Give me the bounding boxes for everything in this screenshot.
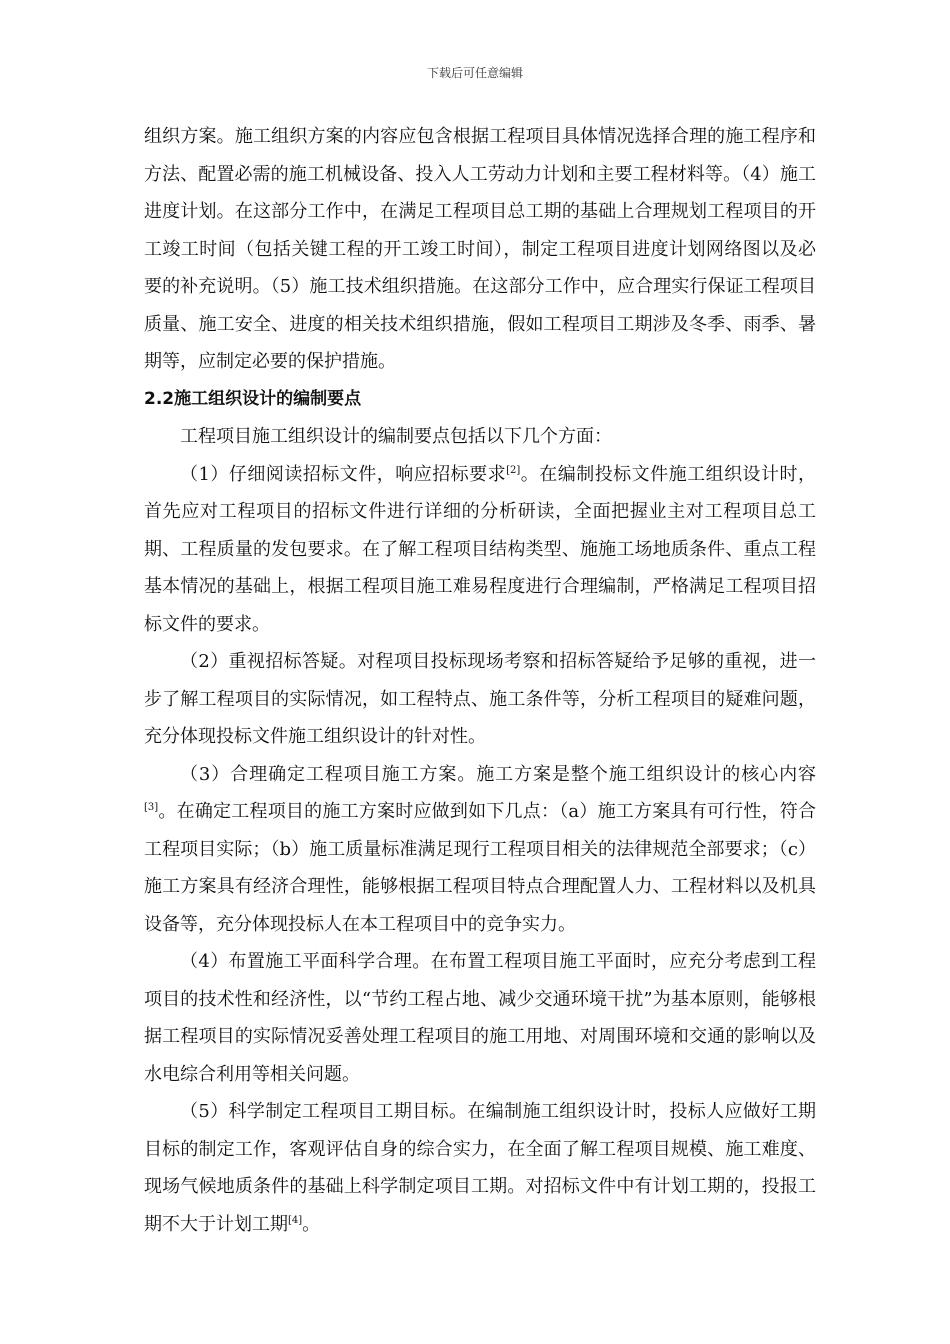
paragraph-1-text-a: （1）仔细阅读招标文件，响应招标要求	[180, 463, 507, 485]
paragraph-3-text-b: 。在确定工程项目的施工方案时应做到如下几点：（a）施工方案具有可行性，符合工程项目实际；（b）施工质量标准满足现行工程项目相关的法律规范全部要求；（c）施工方案具有经济合理性，能够根据工程项目特点合理配置人力、工程材料以及机具设备等，充分体现投标人在本工程项目中的竞争实力。	[144, 801, 816, 935]
paragraph-2: （2）重视招标答疑。对程项目投标现场考察和招标答疑给予足够的重视，进一步了解工程项目的实际情况，如工程特点、施工条件等，分析工程项目的疑难问题，充分体现投标文件施工组织设计的针对性。	[144, 651, 816, 747]
paragraph-5-text-b: 。	[302, 1213, 321, 1235]
paragraph-1	[144, 456, 816, 644]
paragraph-4: （4）布置施工平面科学合理。在布置工程项目施工平面时，应充分考虑到工程项目的技术性和经济性，以“节约工程占地、减少交通环境干扰”为基本原则，能够根据工程项目的实际情况妥善处理工程项目的施工用地、对周围环境和交通的影响以及水电综合利用等相关问题。	[144, 951, 816, 1085]
paragraph-5	[144, 1093, 816, 1243]
citation-4: [4]	[288, 1214, 303, 1226]
paragraph-continuation: 组织方案。施工组织方案的内容应包含根据工程项目具体情况选择合理的施工程序和方法、配置必需的施工机械设备、投入人工劳动力计划和主要工程材料等。（4）施工进度计划。在这部分工作中，在满足工程项目总工期的基础上合理规划工程项目的开工竣工时间（包括关键工程的开工竣工时间），制定工程项目进度计划网络图以及必要的补充说明。（5）施工技术组织措施。在这部分工作中，应合理实行保证工程项目质量、施工安全、进度的相关技术组织措施，假如工程项目工期涉及冬季、雨季、暑期等，应制定必要的保护措施。	[144, 126, 816, 372]
header-note: 下载后可任意编辑	[426, 66, 523, 80]
paragraph-3	[144, 756, 816, 944]
citation-2: [2]	[506, 464, 521, 476]
paragraph-3-text-a: （3）合理确定工程项目施工方案。施工方案是整个施工组织设计的核心内容	[180, 763, 816, 785]
document-body	[144, 118, 816, 1243]
citation-3: [3]	[144, 802, 159, 813]
paragraph-5-text-a: （5）科学制定工程项目工期目标。在编制施工组织设计时，投标人应做好工期目标的制定工作，客观评估自身的综合实力，在全面了解工程项目规模、施工难度、现场气候地质条件的基础上科学制定项目工期。对招标文件中有计划工期的，投报工期不大于计划工期	[144, 1101, 816, 1235]
paragraph-1-text-b: 。在编制投标文件施工组织设计时，首先应对工程项目的招标文件进行详细的分析研读，全面把握业主对工程项目总工期、工程质量的发包要求。在了解工程项目结构类型、施施工场地质条件、重点工程基本情况的基础上，根据工程项目施工难易程度进行合理编制，严格满足工程项目招标文件的要求。	[144, 463, 817, 635]
section-heading: 2.2施工组织设计的编制要点	[144, 388, 362, 409]
paragraph-intro: 工程项目施工组织设计的编制要点包括以下几个方面：	[180, 426, 612, 447]
